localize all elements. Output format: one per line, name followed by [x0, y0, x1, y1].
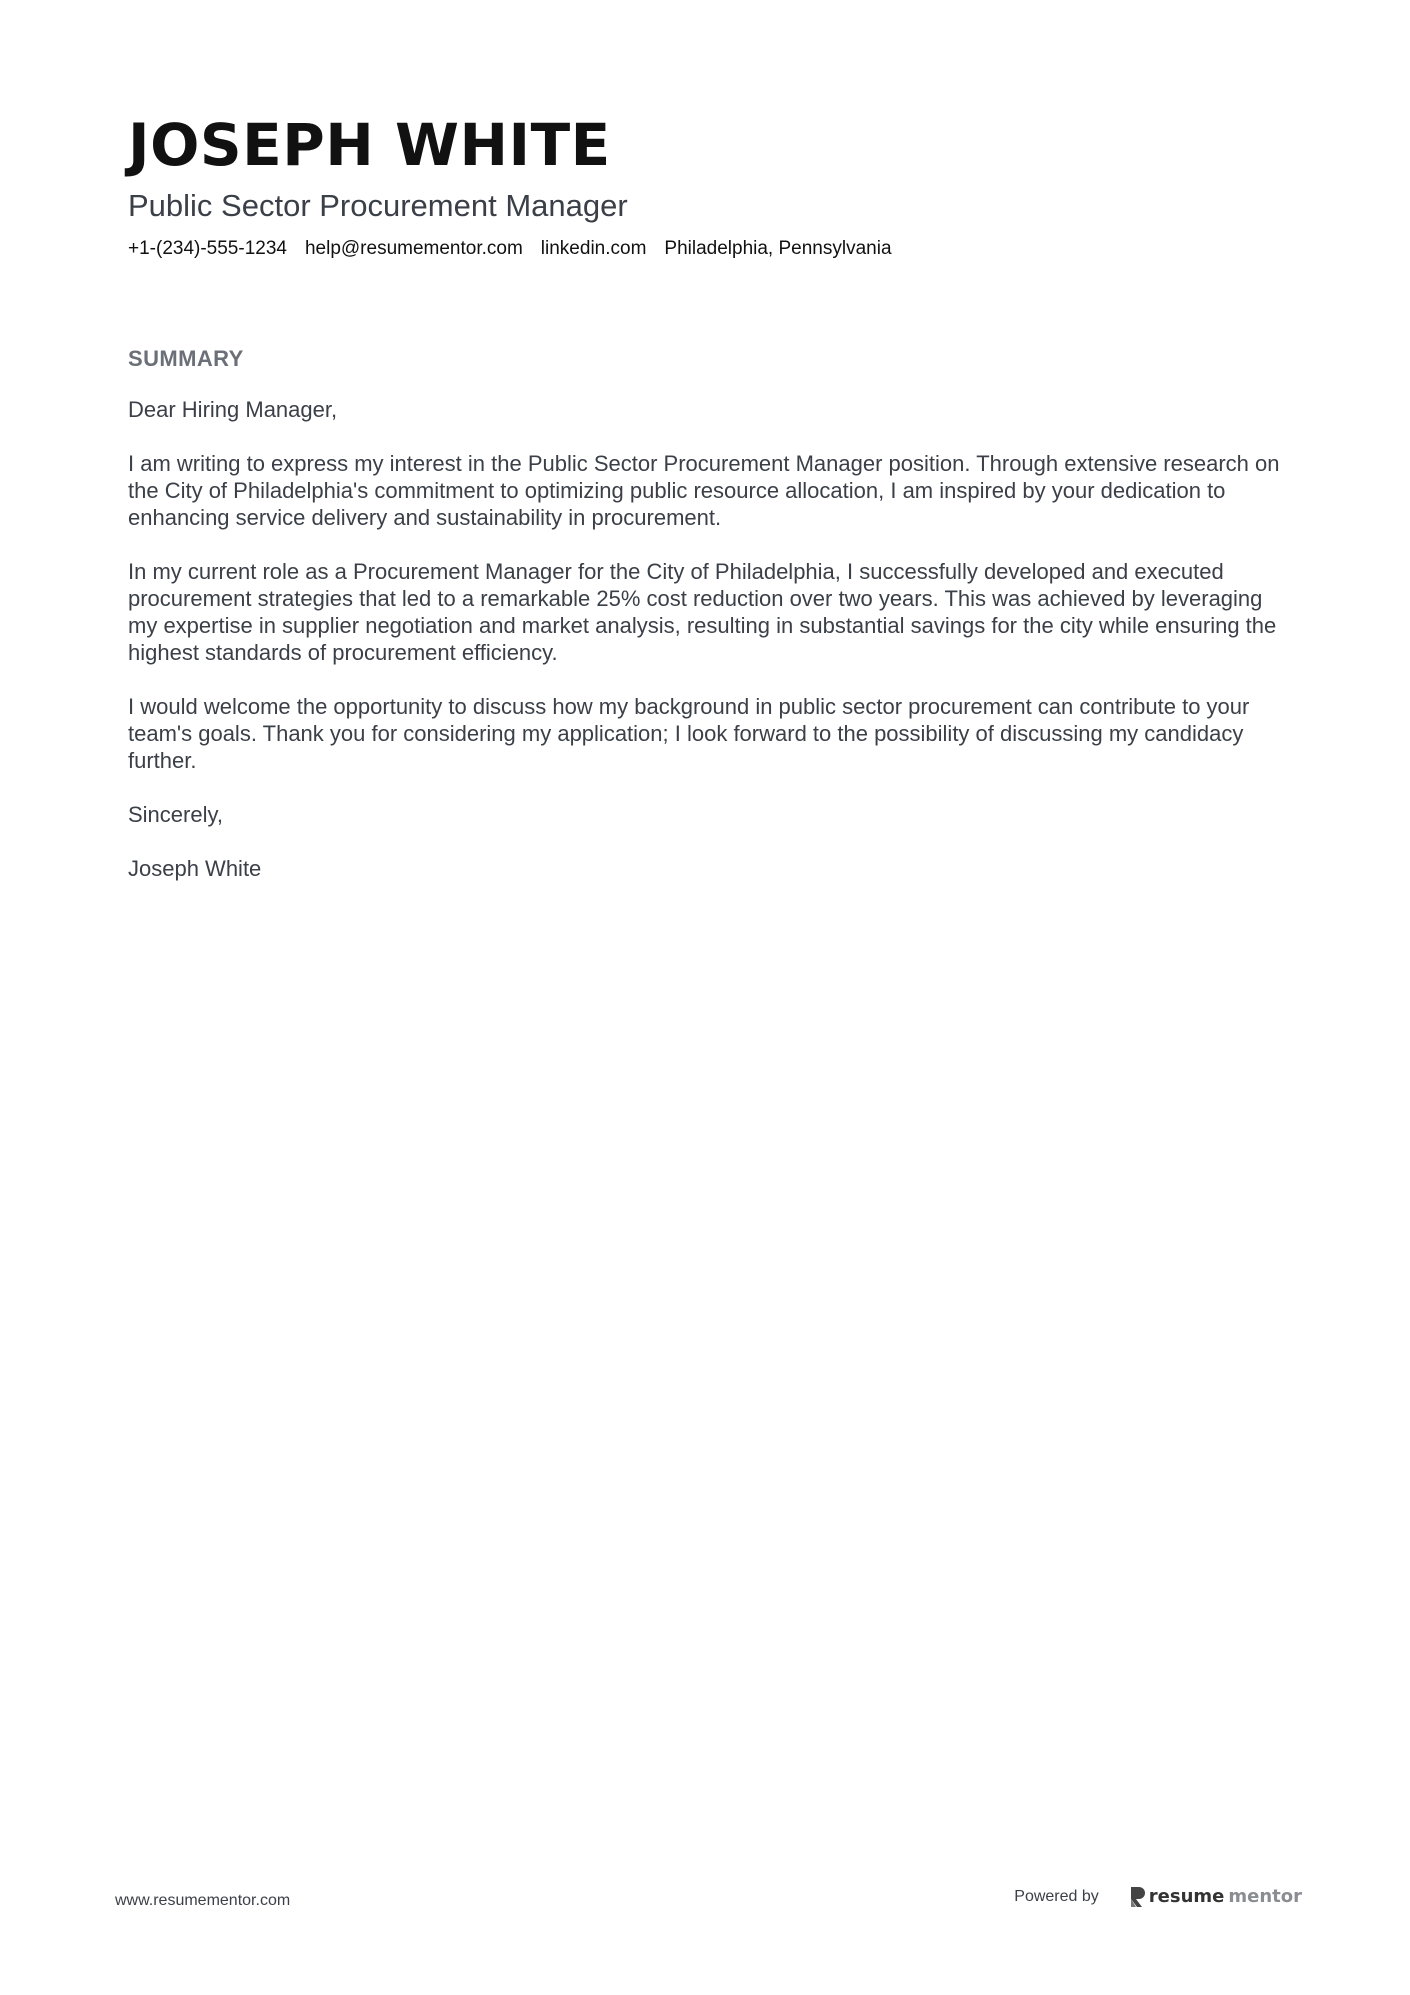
- job-title: Public Sector Procurement Manager: [128, 188, 628, 223]
- contact-info: [128, 236, 1288, 262]
- contact-email[interactable]: help@resumementor.com: [304, 238, 523, 259]
- resumementor-logo[interactable]: [1129, 1886, 1302, 1907]
- letter-closing: Sincerely,: [128, 802, 223, 827]
- letter-signature: Joseph White: [128, 856, 262, 881]
- brand-name-mentor: mentor: [1228, 1886, 1302, 1907]
- footer-website[interactable]: www.resumementor.com: [115, 1892, 291, 1909]
- candidate-name: JOSEPH WHITE: [128, 111, 611, 179]
- letter-paragraph: In my current role as a Procurement Manager for the City of Philadelphia, I successfully developed and executed procurement strategies that led to a remarkable 25% cost reduction over two years. This was achieved by leveraging my expertise in supplier negotiation and market analysis, resulting in substantial savings for the city while ensuring the highest standards of procurement efficiency.: [128, 559, 1277, 665]
- letter-body: [128, 396, 1288, 882]
- letter-paragraph: I would welcome the opportunity to discuss how my background in public sector procurement can contribute to your team's goals. Thank you for considering my application; I look forward to the possibility of discussing my candidacy further.: [128, 694, 1250, 773]
- summary-section: [128, 344, 1288, 909]
- powered-by-label: Powered by: [1014, 1887, 1099, 1905]
- section-heading: SUMMARY: [128, 346, 244, 371]
- header: [128, 112, 1288, 262]
- footer-branding: [1014, 1886, 1302, 1907]
- contact-linkedin[interactable]: linkedin.com: [540, 238, 647, 259]
- letter-paragraph: I am writing to express my interest in the Public Sector Procurement Manager position. Through extensive research on the City of Philadelphia's commitment to optimizing public resource allocation, I am inspired by your dedication to enhancing service delivery and sustainability in procurement.: [128, 451, 1280, 530]
- contact-location: Philadelphia, Pennsylvania: [664, 238, 892, 259]
- letter-salutation: Dear Hiring Manager,: [128, 397, 338, 422]
- contact-phone: +1-(234)-555-1234: [128, 238, 287, 259]
- brand-name-resume: resume: [1148, 1886, 1225, 1907]
- resumementor-logo-icon: [1129, 1887, 1145, 1907]
